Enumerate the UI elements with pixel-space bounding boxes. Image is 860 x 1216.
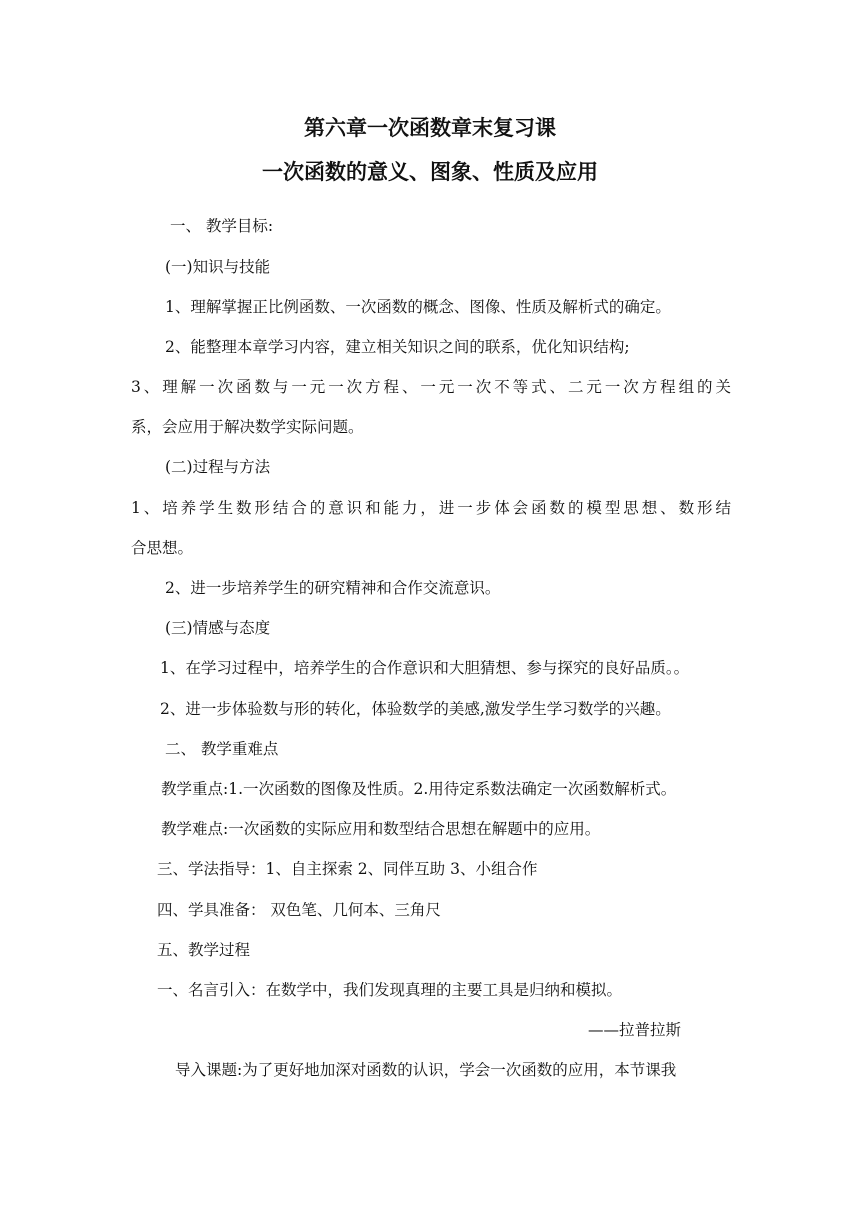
paragraph-line: 2、进一步体验数与形的转化，体验数学的美感,激发学生学习数学的兴趣。 [160,700,671,718]
section-heading-teaching-process: 五、教学过程 [157,941,251,959]
paragraph-line: 教学重点:1.一次函数的图像及性质。2.用待定系数法确定一次函数解析式。 [161,780,677,798]
paragraph-line: 导入课题:为了更好地加深对函数的认识，学会一次函数的应用，本节课我 [175,1061,677,1079]
section-heading-objectives: 一、 教学目标: [170,217,274,235]
quote-attribution: ——拉普拉斯 [588,1021,682,1039]
section-heading-key-points: 二、 教学重难点 [165,740,279,758]
subsection-process-method: (二)过程与方法 [165,458,271,476]
paragraph-line: 教学难点:一次函数的实际应用和数型结合思想在解题中的应用。 [161,820,601,838]
paragraph-line: 合思想。 [131,539,194,557]
subsection-emotion-attitude: (三)情感与态度 [165,619,271,637]
paragraph-quote: 一、名言引入：在数学中，我们发现真理的主要工具是归纳和模拟。 [157,981,623,999]
paragraph-line: 系，会应用于解决数学实际问题。 [131,418,364,436]
paragraph-line: 2、进一步培养学生的研究精神和合作交流意识。 [165,579,501,597]
paragraph-line: 2、能整理本章学习内容，建立相关知识之间的联系，优化知识结构; [165,338,630,356]
document-subtitle: 一次函数的意义、图象、性质及应用 [262,159,598,184]
document-title: 第六章一次函数章末复习课 [304,115,556,140]
paragraph-line: 1、理解掌握正比例函数、一次函数的概念、图像、性质及解析式的确定。 [165,298,671,316]
paragraph-line: 3、理解一次函数与一元一次方程、一元一次不等式、二元一次方程组的关 [131,378,731,396]
paragraph-line: 1、在学习过程中，培养学生的合作意识和大胆猜想、参与探究的良好品质。。 [160,659,690,677]
section-heading-study-method: 三、学法指导：1、自主探索 2、同伴互助 3、小组合作 [157,860,538,878]
paragraph-line: 1、培养学生数形结合的意识和能力，进一步体会函数的模型思想、数形结 [131,499,731,517]
subsection-knowledge-skills: (一)知识与技能 [165,258,271,276]
section-heading-tools: 四、学具准备： 双色笔、几何本、三角尺 [157,901,441,919]
